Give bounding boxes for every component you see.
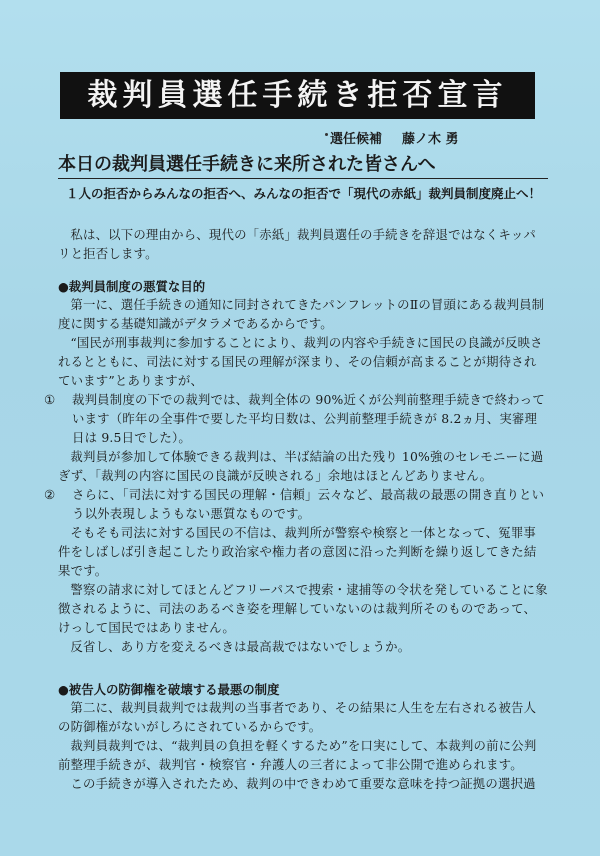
item-number: ② — [44, 487, 56, 502]
intro-block — [58, 225, 548, 263]
section2-heading: ●被告人の防御権を破壊する最悪の制度 — [58, 682, 280, 697]
section2-paragraph-2: 裁判員裁判では、“裁判員の負担を軽くするため”を口実にして、本裁判の前に公判前整理手続きが、裁判官・検察官・弁護人の三者によって非公開で進められます。 — [58, 738, 537, 772]
author-role: 選任候補 — [330, 132, 383, 147]
author-name: 藤ノ木 勇 — [402, 132, 459, 147]
section1-paragraph-3: 裁判員が参加して体験できる裁判は、半ば結論の出た残り 10%強のセレモニーに過ぎず、「裁判の内容に国民の良識が反映される」余地はほとんどありません。 — [58, 449, 544, 483]
ink-dot — [325, 133, 328, 136]
document-title: 裁判員選任手続き拒否宣言 — [60, 72, 535, 119]
section1-paragraph-6: 反省し、あり方を変えるべきは最高裁ではないでしょうか。 — [70, 639, 411, 654]
section2-body — [58, 698, 548, 793]
item-number: ① — [44, 392, 56, 407]
section1-paragraph-4: そもそも司法に対する国民の不信は、裁判所が警察や検察と一体となって、冤罪事件をしばしば引き起こしたり政治家や権力者の意図に沿った判断を繰り返してきた結果です。 — [58, 525, 537, 578]
section2-paragraph-1: 第二に、裁判員裁判では裁判の当事者であり、その結果に人生を左右される被告人の防御権がないがしろにされているからです。 — [58, 700, 537, 734]
document-subtitle: 本日の裁判員選任手続きに来所された皆さんへ — [58, 150, 548, 179]
section1-paragraph-5: 警察の請求に対してほとんどフリーパスで捜索・逮捕等の令状を発していることに象徴されるように、司法のあるべき姿を理解していないのは裁判所そのものであって、けっして国民ではありません。 — [58, 582, 548, 635]
section2-paragraph-3: この手続きが導入されたため、裁判の中できわめて重要な意味を持つ証拠の選択過 — [70, 776, 536, 791]
intro-paragraph: 私は、以下の理由から、現代の「赤紙」裁判員選任の手続きを辞退ではなくキッパリと拒否します。 — [58, 227, 536, 261]
item-text: 裁判員制度の下での裁判では、裁判全体の 90%近くが公判前整理手続きで終わっています（昨年の全事件で要した平均日数は、公判前整理手続きが 8.2ヵ月、実審理日は 9.5日でした）。 — [72, 392, 545, 445]
author-line — [330, 128, 459, 147]
section1-body — [44, 295, 548, 656]
section1-paragraph-1: 第一に、選任手続きの通知に同封されてきたパンフレットのⅡの冒頭にある裁判員制度に関する基礎知識がデタラメであるからです。 — [58, 297, 545, 331]
section1-item-2 — [44, 485, 548, 523]
slogan: １人の拒否からみんなの拒否へ、みんなの拒否で「現代の赤紙」裁判員制度廃止へ！ — [66, 186, 542, 201]
section1-item-1 — [44, 390, 548, 447]
section1-paragraph-2: “国民が刑事裁判に参加することにより、裁判の内容や手続きに国民の良識が反映されるとともに、司法に対する国民の理解が深まり、その信頼が高まることが期待されています”とありますが、 — [58, 335, 543, 388]
section1-heading: ●裁判員制度の悪質な目的 — [58, 279, 206, 294]
item-text: さらに、「司法に対する国民の理解・信頼」云々など、最高裁の最悪の開き直りという以外表現しようもない悪質なものです。 — [72, 487, 545, 521]
